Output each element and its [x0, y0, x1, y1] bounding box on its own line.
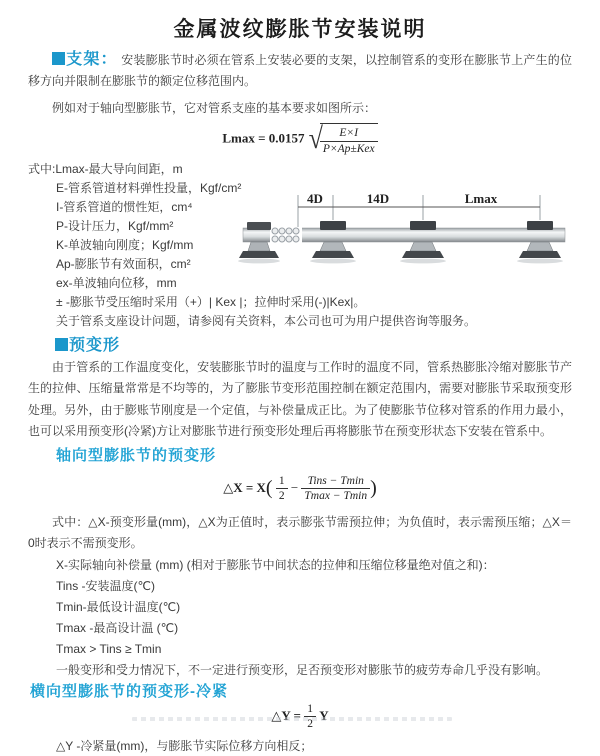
definition-item: Ap-膨胀节有效面积，cm²	[56, 256, 191, 271]
axial-formula-explain: 式中：△X-预变形量(mm)，△X为正值时，表示膨张节需预拉伸；为负值时，表示需预压缩；△X＝0时表示不需预变形。	[28, 514, 572, 551]
section-header-support: 支架：	[66, 51, 118, 68]
dim-label-14d: 14D	[366, 191, 390, 206]
definition-item: K-单波轴向刚度；Kgf/mm	[56, 237, 194, 252]
axial-item: Tins -安装温度(℃)	[56, 578, 156, 593]
definition-item: ex-单波轴向位移，mm	[56, 275, 177, 290]
lateral-formula-note: △Y -冷紧量(mm)，与膨胀节实际位移方向相反；	[56, 738, 313, 753]
dim-label-lmax: Lmax	[464, 191, 498, 206]
one-half-fraction: $\frac{1}{2}$	[304, 702, 316, 732]
axial-item: Tmax -最高设计温 (℃)	[56, 620, 179, 635]
predeform-paragraph: 由于管系的工作温度变化，安装膨胀节时的温度与工作时的温度不同，管系热膨胀冷缩对膨胀节产生的拉伸、压缩量常常是不均等的，为了膨胀节变形范围控制在额定范围内，需要对膨胀节采取预变形处理。另外，由于膨账节刚度是一个定值，与补偿量成正比。为了使膨胀节位移对管系的作用力最小，也可以采用预变形(冷紧)方让对膨胀节进行预变形处理后再将膨胀节在预变形状态下安装在管系中。	[28, 359, 572, 439]
lateral-formula-lhs: △Y =	[271, 707, 301, 723]
bellows-icon	[270, 227, 302, 243]
axial-formula-lhs: △X = X	[223, 479, 266, 495]
lateral-formula-rhs: Y	[319, 707, 329, 723]
axial-item: 一般变形和受力情况下，不一定进行预变形，足否预变形对膨胀节的疲劳寿命几乎没有影响。	[56, 662, 549, 677]
dim-label-4d: 4D	[307, 191, 323, 206]
pipe-diagram-svg	[243, 190, 595, 296]
definition-item: P-设计压力，Kgf/mm²	[56, 218, 174, 233]
definition-lead: 式中:Lmax-最大导向间距，m	[28, 161, 183, 176]
definition-item: I-管系管道的惯性矩，cm⁴	[56, 199, 193, 214]
lmax-formula-lhs: Lmax = 0.0157	[222, 130, 305, 146]
radical-sign-icon: √	[308, 122, 323, 156]
page-title: 金属波纹膨胀节安装说明	[173, 18, 427, 41]
support-note: 关于管系支座设计问题，请参阅有关资料，本公司也可为用户提供咨询等服务。	[56, 313, 477, 328]
support-example-text: 例如对于轴向型膨胀节，它对管系支座的基本要求如图所示：	[52, 101, 377, 115]
pipe-support-diagram	[243, 190, 595, 296]
axial-predeform-formula: △X = X( $\frac{1}{2}$ − $\frac{\text{Tins − Tmin}}{Tmax - Tmin}$ )	[223, 475, 377, 503]
axial-item: Tmin-最低设计温度(℃)	[56, 599, 181, 614]
axial-item: X-实际轴向补偿量 (mm) (相对于膨胀节中间状态的拉伸和压缩位移量绝对值之和)：	[56, 557, 495, 572]
lmax-formula	[0, 123, 600, 156]
section-header-predeform: 预变形	[69, 336, 121, 354]
definition-item: E-管系管道材料弹性投量，Kgf/cm²	[56, 180, 242, 195]
section-header-predeform-line	[55, 337, 600, 355]
lmax-formula-denominator: P×Ap±Kex	[322, 142, 375, 155]
clipped-text-remnant	[132, 717, 452, 721]
axial-item: Tmax > Tins ≥ Tmin	[56, 641, 162, 656]
minus-sign: −	[290, 479, 299, 495]
lateral-predeform-title: 横向型膨胀节的预变形-冷紧	[30, 682, 228, 700]
one-half-fraction: $\frac{1}{2}$	[276, 474, 288, 504]
lmax-formula-numerator: E×I	[320, 126, 378, 141]
blue-square-icon	[52, 52, 65, 65]
axial-definition-items	[0, 555, 600, 681]
definition-item: ± -膨胀节受压缩时采用（+）| Kex |；拉伸时采用(-)|Kex|。	[56, 294, 366, 309]
axial-predeform-title: 轴向型膨胀节的预变形	[56, 446, 217, 464]
support-intro-text: 安装膨胀节时必须在管系上安装必要的支架，以控制管系的变形在膨胀节上产生的位移方向并限制在膨胀节的额定位移范围内。	[28, 53, 572, 88]
temperature-ratio-fraction: $\frac{\text{Tins − Tmin}}{Tmax - Tmin}$	[301, 474, 370, 504]
support-intro-paragraph	[28, 49, 572, 92]
blue-square-icon	[55, 338, 68, 351]
